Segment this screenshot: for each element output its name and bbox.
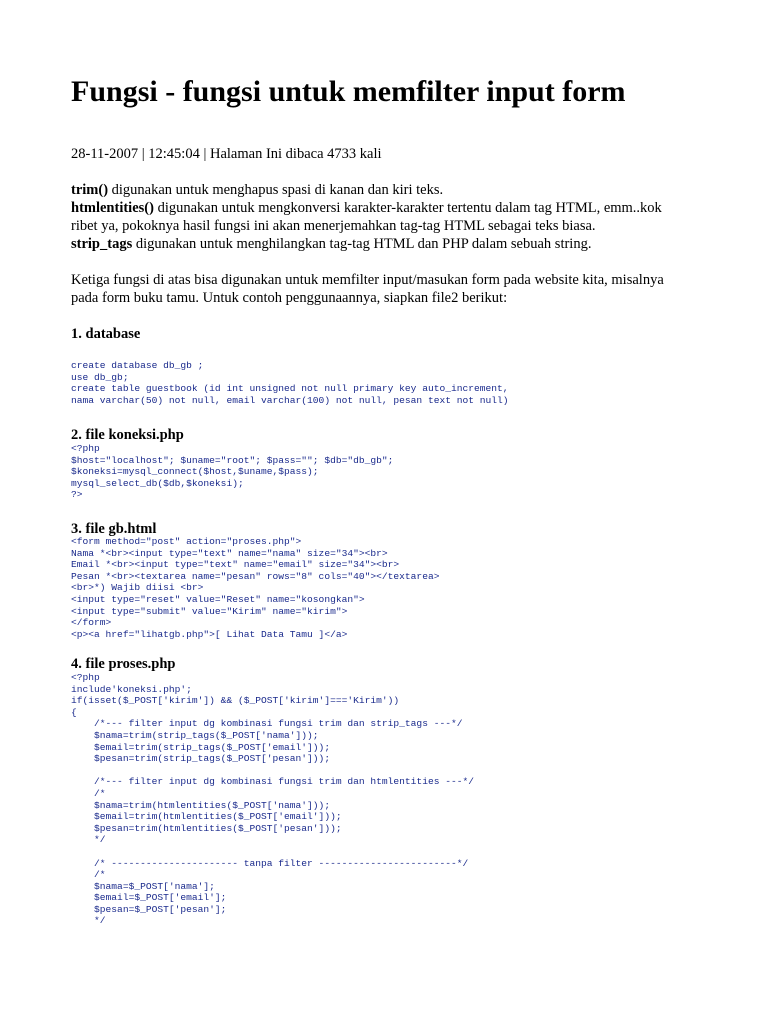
code-line: $nama=trim(htmlentities($_POST['nama'])); bbox=[71, 799, 331, 811]
code-line: $nama=trim(strip_tags($_POST['nama'])); bbox=[71, 729, 319, 741]
code-line: Nama *<br><input type="text" name="nama" size="34"><br> bbox=[71, 547, 388, 559]
code-line: $pesan=trim(strip_tags($_POST['pesan'])); bbox=[71, 753, 331, 765]
code-line: /* bbox=[71, 869, 106, 881]
code-line: <p><a href="lihatgb.php">[ Lihat Data Tamu ]</a> bbox=[71, 628, 348, 640]
intro-line: pada form buku tamu. Untuk contoh penggunaannya, siapkan file2 berikut: bbox=[71, 290, 508, 306]
code-line: $email=trim(strip_tags($_POST['email'])); bbox=[71, 741, 331, 753]
code-line: /* bbox=[71, 787, 106, 799]
function-name: htmlentities() bbox=[71, 200, 154, 216]
section-heading-koneksi: 2. file koneksi.php bbox=[71, 427, 184, 443]
code-line: nama varchar(50) not null, email varchar(100) not null, pesan text not null) bbox=[71, 394, 509, 406]
code-line: */ bbox=[71, 915, 106, 927]
code-line: <?php bbox=[71, 443, 100, 454]
code-line: include'koneksi.php'; bbox=[71, 683, 192, 695]
code-block-database bbox=[71, 360, 509, 406]
code-line: if(isset($_POST['kirim']) && ($_POST['kirim']==='Kirim')) bbox=[71, 695, 400, 707]
code-line: </form> bbox=[71, 617, 112, 629]
function-desc: digunakan untuk menghilangkan tag-tag HTML dan PHP dalam sebuah string. bbox=[132, 236, 592, 252]
code-line: $nama=$_POST['nama']; bbox=[71, 880, 215, 892]
code-block-koneksi bbox=[71, 443, 393, 501]
function-htmlentities-cont: ribet ya, pokoknya hasil fungsi ini akan menerjemahkan tag-tag HTML sebagai teks biasa. bbox=[71, 218, 596, 234]
function-desc: digunakan untuk mengkonversi karakter-karakter tertentu dalam tag HTML, emm..kok bbox=[153, 200, 662, 216]
function-desc: digunakan untuk menghapus spasi di kanan dan kiri teks. bbox=[108, 182, 444, 198]
function-name: strip_tags bbox=[71, 236, 133, 252]
code-line: Pesan *<br><textarea name="pesan" rows="8" cols="40"></textarea> bbox=[71, 570, 440, 582]
code-line: { bbox=[71, 706, 77, 718]
code-line: <input type="submit" value="Kirim" name="kirim"> bbox=[71, 605, 348, 617]
code-line: $host="localhost"; $uname="root"; $pass=""; $db="db_gb"; bbox=[71, 454, 394, 466]
code-line: /*--- filter input dg kombinasi fungsi trim dan strip_tags ---*/ bbox=[71, 718, 463, 730]
intro-paragraph bbox=[71, 271, 721, 307]
code-line: $email=$_POST['email']; bbox=[71, 892, 227, 904]
function-htmlentities bbox=[71, 199, 721, 217]
code-line: ?> bbox=[71, 489, 83, 501]
code-line: <?php bbox=[71, 672, 100, 683]
function-descriptions bbox=[71, 181, 721, 253]
section-heading-proses: 4. file proses.php bbox=[71, 656, 176, 672]
post-meta: 28-11-2007 | 12:45:04 | Halaman Ini dibaca 4733 kali bbox=[71, 146, 382, 162]
code-line: /*--- filter input dg kombinasi fungsi trim dan htmlentities ---*/ bbox=[71, 776, 475, 788]
code-line bbox=[71, 846, 474, 858]
section-heading-database: 1. database bbox=[71, 326, 141, 342]
code-line: <br>*) Wajib diisi <br> bbox=[71, 582, 204, 594]
code-line: $pesan=trim(htmlentities($_POST['pesan'])); bbox=[71, 822, 342, 834]
code-line: $koneksi=mysql_connect($host,$uname,$pass); bbox=[71, 466, 319, 478]
code-line: */ bbox=[71, 834, 106, 846]
code-line: <form method="post" action="proses.php"> bbox=[71, 536, 302, 547]
code-line: $pesan=$_POST['pesan']; bbox=[71, 903, 227, 915]
function-trim bbox=[71, 181, 721, 199]
code-line: create database db_gb ; bbox=[71, 360, 204, 371]
function-strip-tags bbox=[71, 235, 721, 253]
code-line: mysql_select_db($db,$koneksi); bbox=[71, 477, 244, 489]
code-line bbox=[71, 765, 474, 777]
intro-line: Ketiga fungsi di atas bisa digunakan untuk memfilter input/masukan form pada website kita, misalnya bbox=[71, 272, 664, 288]
function-name: trim() bbox=[71, 182, 109, 198]
section-heading-gb-html: 3. file gb.html bbox=[71, 521, 157, 537]
page-title: Fungsi - fungsi untuk memfilter input form bbox=[71, 75, 626, 108]
code-line: use db_gb; bbox=[71, 371, 129, 383]
code-line: /* ---------------------- tanpa filter ------------------------*/ bbox=[71, 857, 469, 869]
code-line: <input type="reset" value="Reset" name="kosongkan"> bbox=[71, 593, 365, 605]
code-block-proses bbox=[71, 672, 474, 927]
code-line: create table guestbook (id int unsigned not null primary key auto_increment, bbox=[71, 383, 509, 395]
code-line: $email=trim(htmlentities($_POST['email'])); bbox=[71, 811, 342, 823]
code-line: Email *<br><input type="text" name="email" size="34"><br> bbox=[71, 559, 400, 571]
code-block-gb-html bbox=[71, 536, 439, 640]
